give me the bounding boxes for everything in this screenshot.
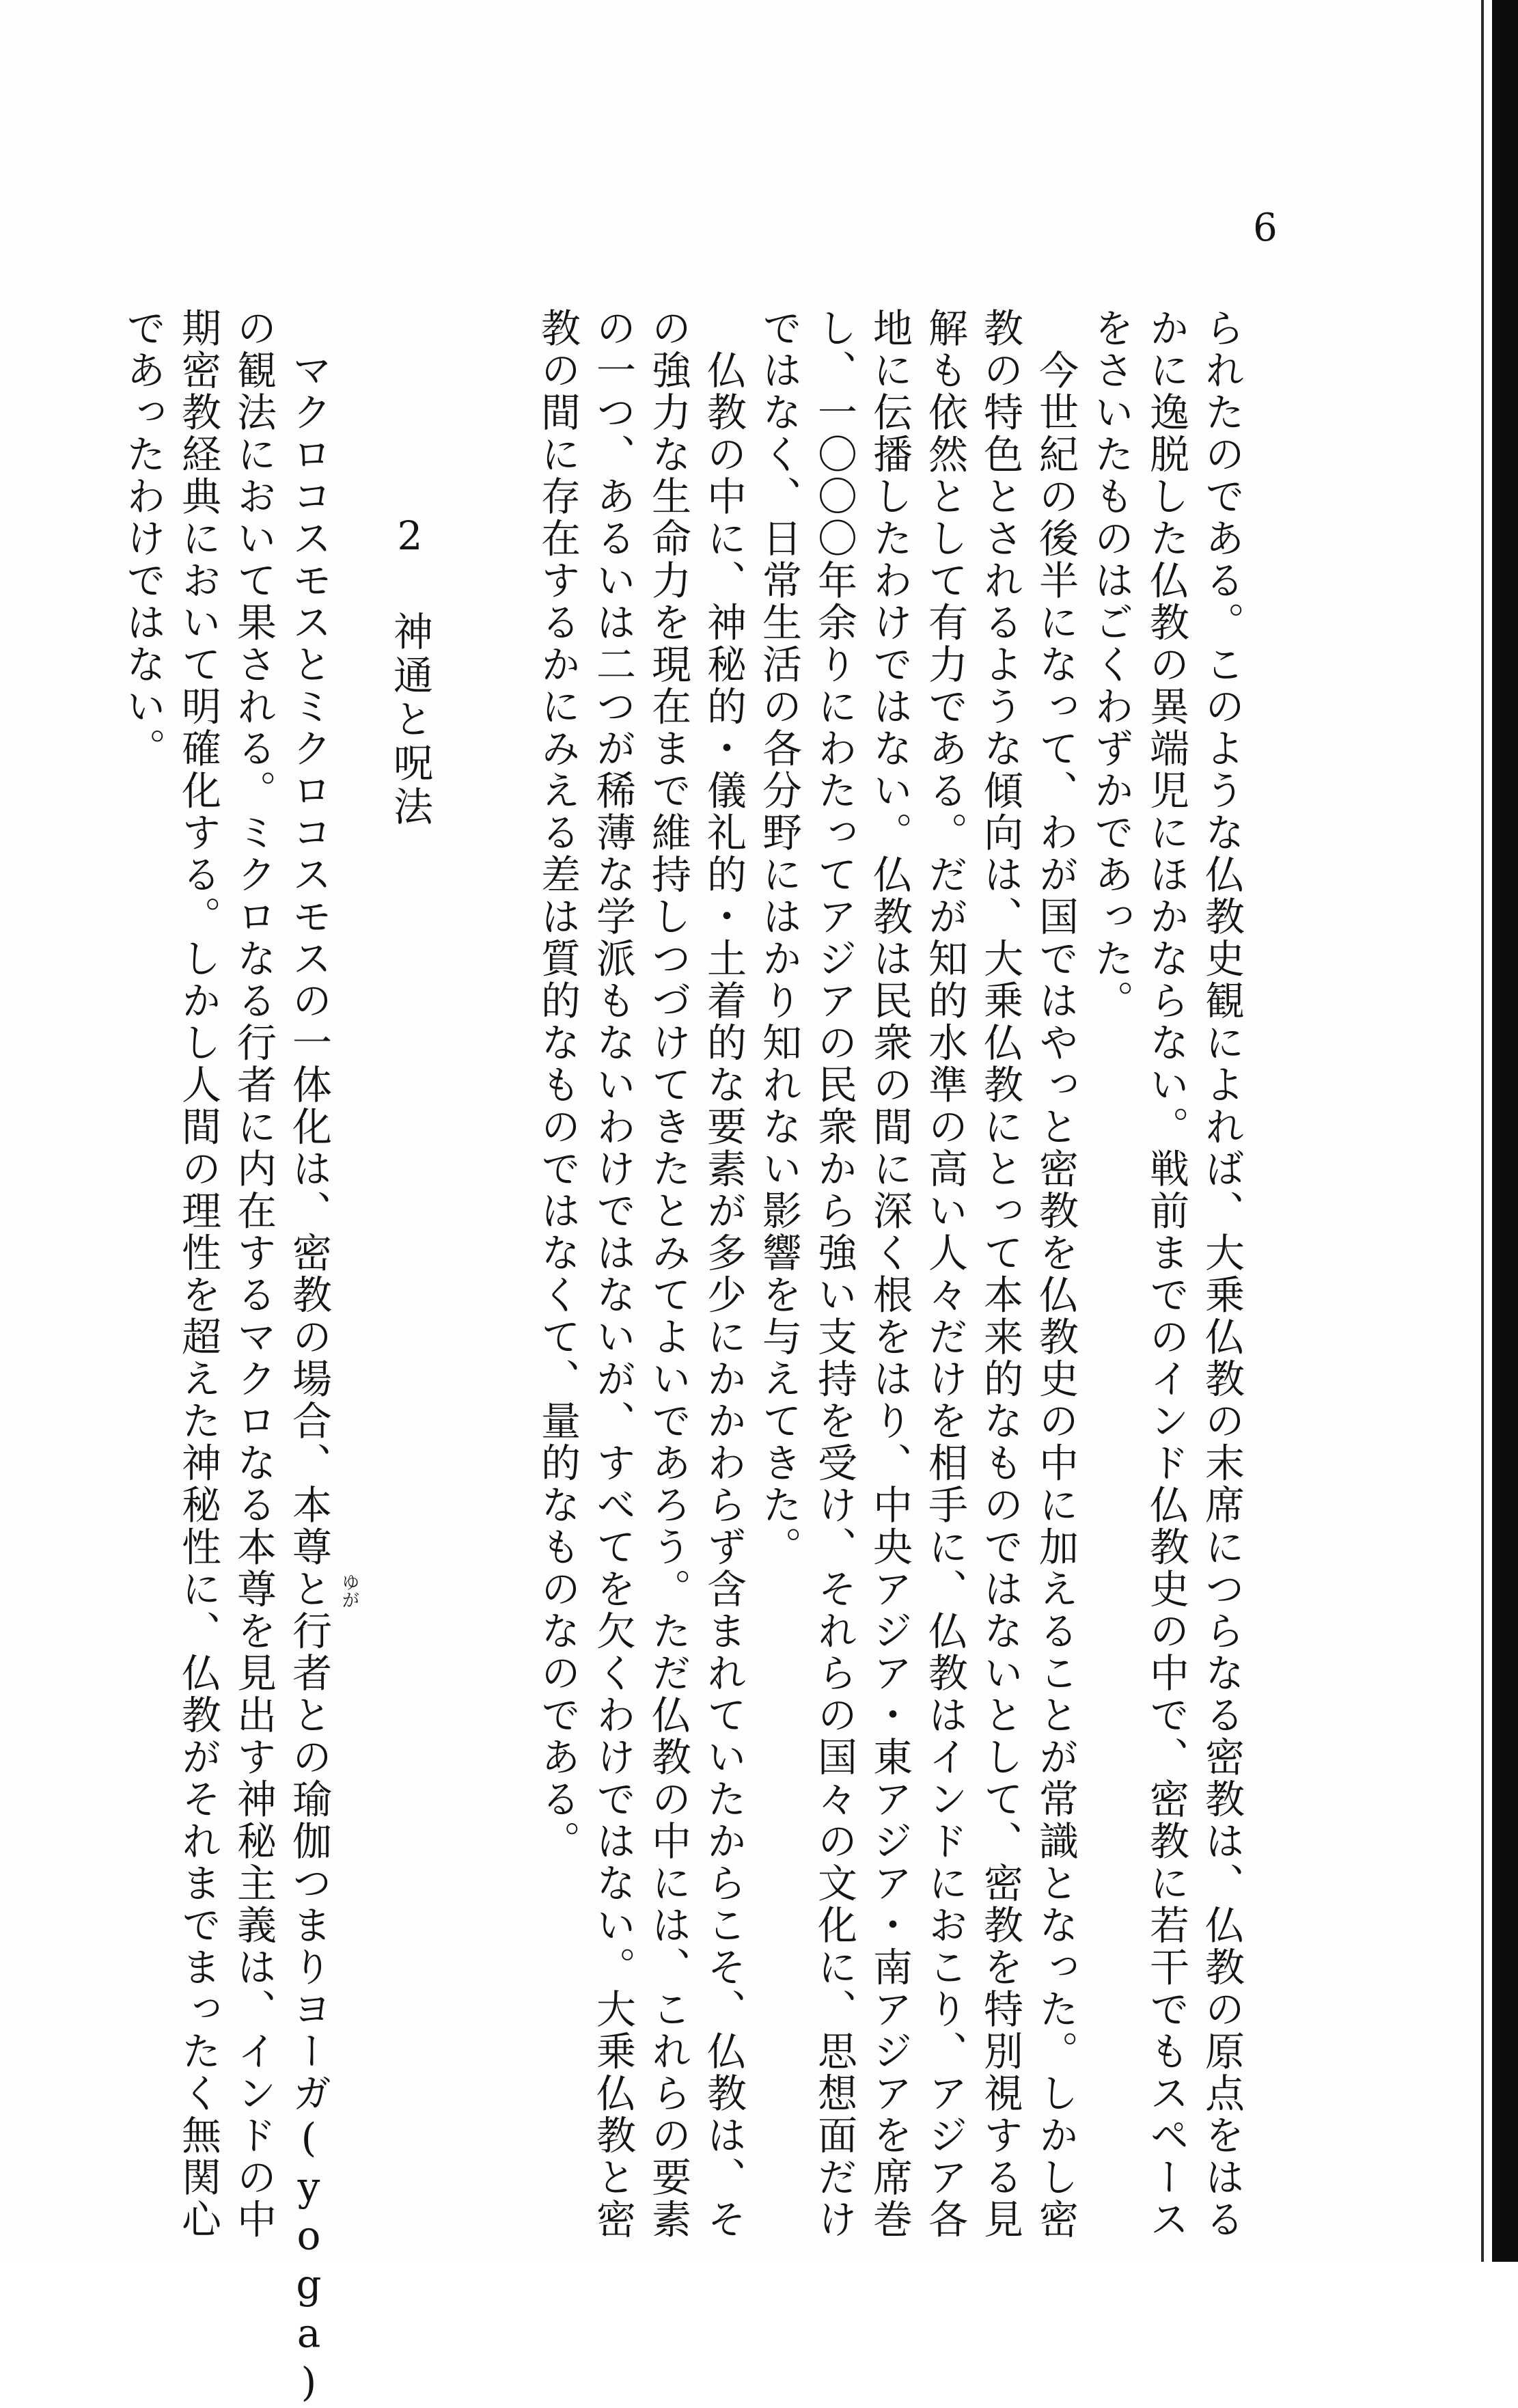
text-column: をさいたものはごくわずかであった。 [1088, 307, 1134, 1022]
text-column: かに逸脱した仏教の異端児にほかならない。戦前までのインド仏教史の中で、密教に若干でもスペース [1143, 307, 1189, 2241]
section-title: 神通と呪法 [387, 611, 433, 830]
text-column: し、一〇〇〇年余りにわたってアジアの民衆から強い支持を受け、それらの国々の文化に、思想面だけ [811, 307, 857, 2241]
text-column: 教の間に存在するかにみえる差は質的なものではなくて、量的なものなのである。 [534, 307, 581, 1863]
binding-edge-line [1481, 0, 1484, 2262]
text-column: 今世紀の後半になって、わが国ではやっと密教を仏教史の中に加えることが常識となった。しかし密 [1032, 307, 1079, 2241]
section-heading [383, 512, 437, 830]
text-column: ではなく、日常生活の各分野にはかり知れない影響を与えてきた。 [756, 307, 802, 1568]
text-column: 解も依然として有力である。だが知的水準の高い人々だけを相手に、仏教はインドにおこり、アジア各 [922, 307, 968, 2241]
text-column: マクロコスモスとミクロコスモスの一体化は、密教の場合、本尊と行者との瑜伽つまりヨーガ(yoga) [286, 307, 332, 2408]
text-column: られたのである。このような仏教史観によれば、大乗仏教の末席につらなる密教は、仏教の原点をはる [1198, 307, 1245, 2241]
text-column: 期密教経典において明確化する。しかし人間の理性を超えた神秘性に、仏教がそれまでまったく無関心 [175, 307, 221, 2241]
text-column: 教の特色とされるような傾向は、大乗仏教にとって本来的なものではないとして、密教を特別視する見 [977, 307, 1023, 2241]
page-number: 6 [1253, 206, 1278, 250]
binding-edge [1492, 0, 1518, 2262]
text-column: であったわけではない。 [120, 307, 166, 770]
text-column: 地に伝播したわけではない。仏教は民衆の間に深く根をはり、中央アジア・東アジア・南アジアを席巻 [866, 307, 913, 2241]
text-column: の強力な生命力を現在まで維持しつづけてきたとみてよいであろう。ただ仏教の中には、これらの要素 [645, 307, 691, 2241]
text-column: の観法において果される。ミクロなる行者に内在するマクロなる本尊を見出す神秘主義は、インドの中 [230, 307, 277, 2241]
text-column: 仏教の中に、神秘的・儀礼的・土着的な要素が多少にかかわらず含まれていたからこそ、仏教は、そ [700, 307, 747, 2241]
ruby-annotation: ゆが [339, 1573, 359, 1609]
section-number: 2 [387, 512, 433, 563]
text-column: の一つ、あるいは二つが稀薄な学派もないわけではないが、すべてを欠くわけではない。大乗仏教と密 [590, 307, 636, 2241]
